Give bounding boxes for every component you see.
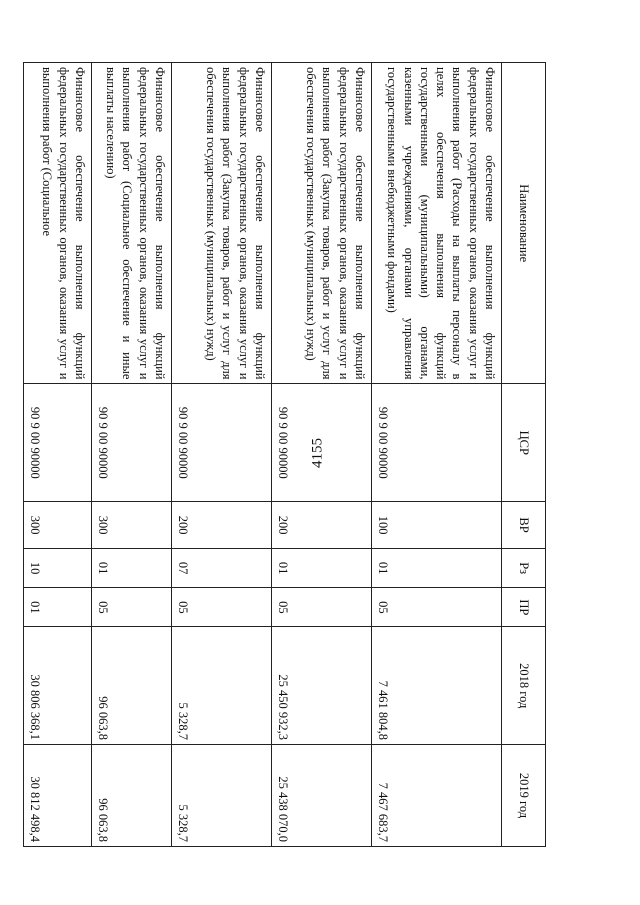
- budget-table: [23, 62, 546, 847]
- header-row: [502, 63, 546, 847]
- row-2019: 7 467 683,7: [372, 745, 502, 847]
- row-pr: 05: [272, 588, 372, 627]
- row-csr: 90 9 00 90000: [92, 384, 172, 502]
- row-vr: 300: [24, 502, 92, 549]
- row-2019: 30 812 498,4: [24, 745, 92, 847]
- row-rz: 10: [24, 549, 92, 588]
- table-row: [172, 63, 272, 847]
- row-pr: 05: [172, 588, 272, 627]
- row-csr: 90 9 00 90000: [24, 384, 92, 502]
- row-2018: 5 328,7: [172, 627, 272, 745]
- table-row: [272, 63, 372, 847]
- row-2018: 96 063,8: [92, 627, 172, 745]
- row-vr: 200: [172, 502, 272, 549]
- header-vr: ВР: [502, 502, 546, 549]
- row-name: Финансовое обеспечение выполнения функций федеральных государственных органов, оказания услуг и выполнения работ (Расходы на выплаты персоналу в целях обеспечения выполнения функций государственными (муниципальными) органами, казенными учреждениями, органами управления государственными внебюджетными фондами): [372, 63, 502, 384]
- row-2019: 25 438 070,0: [272, 745, 372, 847]
- row-vr: 300: [92, 502, 172, 549]
- row-vr: 200: [272, 502, 372, 549]
- row-csr: 90 9 00 90000: [172, 384, 272, 502]
- table-row: [92, 63, 172, 847]
- header-rz: Рз: [502, 549, 546, 588]
- header-2018: 2018 год: [502, 627, 546, 745]
- row-name: Финансовое обеспечение выполнения функций федеральных государственных органов, оказания услуг и выполнения работ (Закупка товаров, работ и услуг для обеспечения государственных (муниципальных) нужд): [172, 63, 272, 384]
- row-2019: 96 063,8: [92, 745, 172, 847]
- row-rz: 01: [272, 549, 372, 588]
- table-row: [24, 63, 92, 847]
- page-number: 4155: [309, 438, 326, 468]
- row-2018: 30 806 368,1: [24, 627, 92, 745]
- row-pr: 01: [24, 588, 92, 627]
- row-2019: 5 328,7: [172, 745, 272, 847]
- header-2019: 2019 год: [502, 745, 546, 847]
- row-pr: 05: [92, 588, 172, 627]
- row-2018: 7 461 804,8: [372, 627, 502, 745]
- row-vr: 100: [372, 502, 502, 549]
- table-row: [372, 63, 502, 847]
- row-rz: 01: [92, 549, 172, 588]
- row-name: Финансовое обеспечение выполнения функций федеральных государственных органов, оказания услуг и выполнения работ (Социальное обеспечение и иные выплаты населению): [92, 63, 172, 384]
- row-rz: 01: [372, 549, 502, 588]
- row-rz: 07: [172, 549, 272, 588]
- row-2018: 25 450 932,3: [272, 627, 372, 745]
- row-csr: 90 9 00 90000: [372, 384, 502, 502]
- row-pr: 05: [372, 588, 502, 627]
- header-pr: ПР: [502, 588, 546, 627]
- row-csr: 90 9 00 90000: [272, 384, 372, 502]
- header-csr: ЦСР: [502, 384, 546, 502]
- row-name: Финансовое обеспечение выполнения функций федеральных государственных органов, оказания услуг и выполнения работ (Социальное: [24, 63, 92, 384]
- header-name: Наименование: [502, 63, 546, 384]
- row-name: Финансовое обеспечение выполнения функций федеральных государственных органов, оказания услуг и выполнения работ (Закупка товаров, работ и услуг для обеспечения государственных (муниципальных) нужд): [272, 63, 372, 384]
